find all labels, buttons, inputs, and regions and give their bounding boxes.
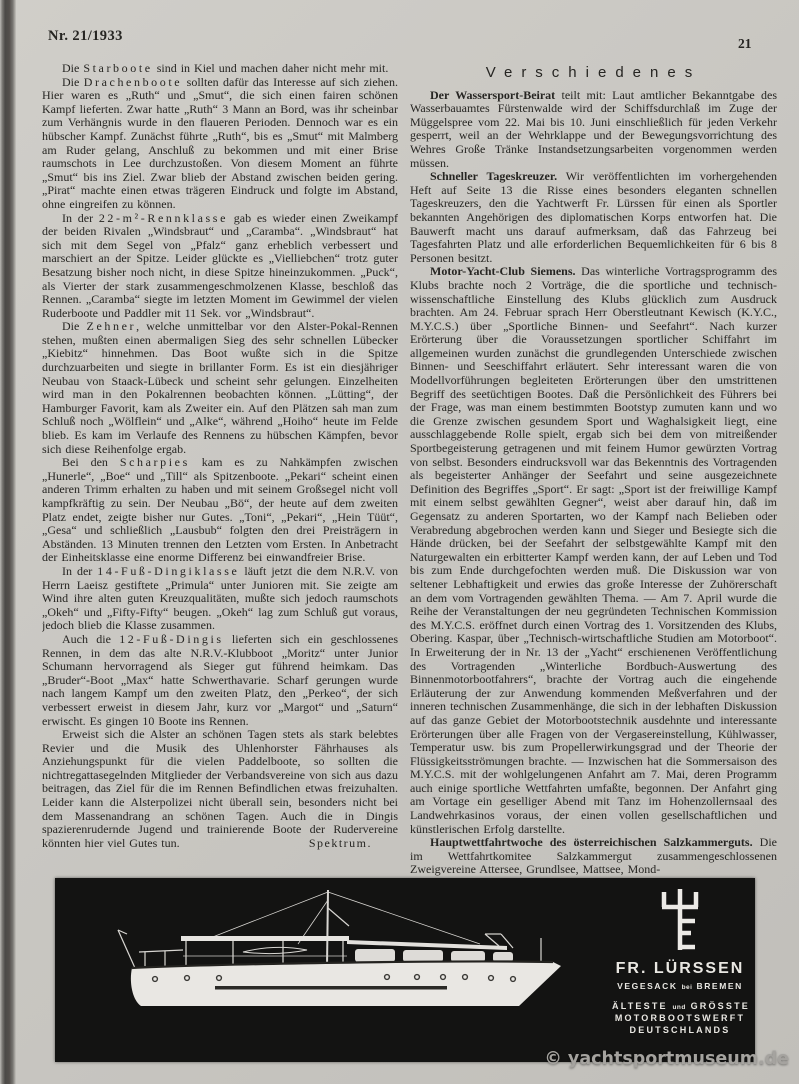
paragraph [410,170,777,265]
paragraph [410,89,777,171]
luerssen-advertisement [55,878,755,1062]
page-number: 21 [738,36,752,51]
paragraph-text: 22-m²-Rennklasse [98,210,228,225]
section-heading-verschiedenes: Verschiedenes [485,66,702,81]
watermark: © yachtsportmuseum.de [544,1049,789,1069]
paragraph-text: Wir veröffentlichten im vorhergehenden Heft auf Seite 13 die Risse eines besonders eleganten schnellen Tageskreuzers, den die Yachtwerft Fr. Lürssen für einen als Sportler bekannten Angehörigen des diplomatischen Korps entworfen hat. Die Bauwerft macht uns darauf aufmerksam, daß das Fahrzeug bei Tagesfahrten Platz und alle erforderlichen Bequemlichkeiten für 6 bis 8 Personen besitzt. [410,169,777,265]
paragraph-text: teilt mit: Laut amtlicher Bekanntgabe des Wasserbauamtes Fürstenwalde wird der Schiffsdurchlaß im Zuge der Müggelspree vom 22. Mai bis 10. Juni einschließlich für jeden Verkehr gesperrt, weil an der Wehrklappe und der Bewegungsvorrichtung des Wehres Große Tränke Instandsetzungsarbeiten vorgenommen werden müssen. [410,87,777,170]
location-city: VEGESACK [617,981,678,991]
author-signature: Spektrum. [308,835,372,850]
paragraph-text: Drachenboote [83,74,183,89]
paragraph-text: Die [62,62,84,75]
paragraph [42,62,398,76]
tagline-word: ÄLTESTE [612,1001,668,1011]
advertiser-block [612,888,748,1035]
paragraph-text: Auch die [62,631,120,646]
paragraph-text: sollten dafür das Interesse auf sich ziehen. Hier waren es „Ruth“ und „Smut“, die sich einen fairen schönen Kampf lieferten. Zwar hatte „Ruth“ 3 Mann an Bord, was ihr scheinbar zum Verhängnis wurde in den flaueren Perioden. Dennoch war es ein hübscher Kampf. Zunächst führte „Ruth“, bis es „Smut“ mit Malmberg am Ruder gelang, Anschluß zu bekommen und mit einer Brise raumschots in Lee durchzustoßen. Von diesem Moment an führte „Smut“ bis ins Ziel. Zwar blieb der Abstand zwischen beiden gering. „Pirat“ machte einen etwas trägeren Eindruck und folgte im Abstand, ohne eingreifen zu können. [42,74,398,211]
scan-edge-shadow [0,0,16,1084]
paragraph-text: sind in Kiel und machen daher nicht mehr mit. [152,62,389,75]
paragraph-text: Die [62,74,84,89]
paragraph-text: kam es zu Nahkämpfen zwischen „Hunerle“, „Boe“ und „Till“ als Spitzenboote. „Pekari“ scheint einen anderen Trimm erhalten zu haben und mit seinem Großsegel nicht voll kampfkräftig zu sein. Der Neubau „Bö“, der heute auf dem zweiten Platz endet, zeigte bisher nur Gutes. „Toni“, „Pekari“, „Hein Tüüt“, „Gesa“ und schließlich „Lausbub“ folgten den drei Preisträgern in Abständen. 13 Minuten trennen den Letzten vom Ersten. In Anbetracht der Einheitsklasse eine enorme Differenz bei einwandfreier Brise. [42,455,398,565]
paragraph-lead-in: Hauptwettfahrtwoche des österreichischen Salzkammerguts. [430,835,753,850]
luerssen-trident-logo-icon [657,888,703,952]
paragraph-text: Starboote [83,62,153,75]
paragraph-text: Die im Wettfahrtkomitee Salzkammergut zusammengeschlossenen Zweigvereine Attersee, Grundlsee, Mattsee, Mond- [410,835,777,876]
location-connector: bei [681,984,693,991]
paragraph [42,76,398,212]
paragraph [410,836,777,876]
paragraph [42,565,398,633]
paragraph [42,320,398,456]
paragraph-text: In der [62,563,98,578]
paragraph-text: In der [62,210,99,225]
motor-yacht-illustration [55,878,615,1062]
paragraph-lead-in: Der Wassersport-Beirat [430,87,556,102]
paragraph-text: Scharpies [119,455,190,470]
paragraph [410,265,777,836]
paragraph-text: Die [62,319,87,334]
paragraph-text: 12-Fuß-Dingis [119,631,224,646]
left-column [42,62,398,876]
paragraph-text: 14-Fuß-Dingiklasse [97,563,240,578]
paragraph-lead-in: Motor-Yacht-Club Siemens. [430,264,576,279]
brand-name: FR. LÜRSSEN [615,960,745,977]
tagline-line-2: MOTORBOOTSWERFT [614,1013,746,1023]
paragraph-text: läuft jetzt die dem N.R.V. von Herrn Laeisz gestiftete „Primula“ unter Junioren mit. Sie zeigte am Wind ihre alten guten Kreuzqualitäten, mußte sich jedoch raumschots „Okeh“ und „Fifty-Fifty“ beugen. „Okeh“ lag zum Schluß gut voraus, jedoch blieb die Klasse zusammen. [42,563,398,633]
paragraph-text: gab es wieder einen Zweikampf der beiden Rivalen „Windsbraut“ und „Caramba“. „Windsbraut“ hat sich mit dem Segel von „Pfalz“ ganz erheblich verbessert und marschiert an der Spitze. Leider glückte es „Vielliebchen“ trotz guter Besatzung bisher noch nicht, in diese Spitze hineinzukommen. „Puck“, als Vierter der stark zusammengeschmolzenen Klasse, beschloß das Rennen. „Caramba“ siegte im letzten Moment im Gewimmel der vielen Ruderboote und Paddler mit 11 Sek. vor „Windsbraut“. [42,210,398,320]
paragraph-text: Erweist sich die Alster an schönen Tagen stets als stark belebtes Revier und die Musik des Uhlenhorster Fährhauses als Anziehungspunkt für die vielen Paddelboote, so sollten die nichtregattasegelnden Mitglieder der Verbandsvereine von sich aus dazu beitragen, das Ziel für die im Rennen Befindlichen etwas freizuhalten. Leider kann die Alsterpolizei nicht überall sein, besonders nicht bei dem Massenandrang an schönen Tagen. Auch die in Dingis spazierenrudernde Jugend und trainierende Boote der Rudervereine könnten hier viel Gutes tun. [42,727,398,850]
right-column [410,66,777,876]
paragraph-text: lieferten sich ein geschlossenes Rennen, in dem das alte N.R.V.-Klubboot „Moritz“ unter Junior Schumann hervorragend als Sieger gut führend heimkam. Das „Bruder“-Boot „Max“ hatte Schwerthavarie. Scharf gerungen wurde nach langem Kampf um den zweiten Platz, den „Perkeo“, der sich verbessert erweist in diesem Jahr, kurz vor „Margot“ und „Saturn“ erwischt. Es gingen 10 Boote ins Rennen. [42,631,398,728]
paragraph [42,212,398,321]
tagline-connector: und [672,1004,686,1011]
issue-number: Nr. 21/1933 [48,28,123,44]
paragraph-lead-in: Schneller Tageskreuzer. [430,169,558,184]
tagline-line-1 [612,1001,748,1011]
paragraph-text: Das winterliche Vortragsprogramm des Klubs brachte noch 2 Vorträge, die die sportliche und technisch-wissenschaftliche Einstellung des Klubs glücklich zum Ausdruck brachten. Am 24. Februar sprach Herr Oberstleutnant Kewisch (K.Y.C., M.Y.C.S.) über „Sportliche Binnen- und Seefahrt“. Nach kurzer Erörterung über die Voraussetzungen sportlicher Schiffahrt im allgemeinen wurden zunächst die grundlegenden Unterschiede zwischen Binnen- und Seeschiffahrt erläutert. Sehr interessant waren die von Modellvorführungen begleiteten Erörterungen über den umstrittenen Begriff des seetüchtigen Bootes. Daß die Persönlichkeit des Führers bei der Frage, was man einem bestimmten Bootstyp zumuten kann und wo die Grenze zwischen gesundem Sport und Waghalsigkeit liegt, eine ausschlaggebende Rolle spielt, ergab sich bei dem von mitreißender Sportbegeisterung getragenen und mit feinem Humor gewürzten Vortrag von selbst. Besonders eindrucksvoll war das Bekenntnis des Vortragenden als begeisterter Anhänger der Seefahrt und seine ausgezeichnete Definition des Begriffes „Sport“. Er sagt: „Sport ist der freiwillige Kampf mit einem selbst gewählten Gegner“, weist aber darauf hin, daß im Gegensatz zu anderen Sportarten, wo der Kampf nach Belieben oder Verabredung abgebrochen werden kann und Sieger und Besiegte sich die Hände drücken, bei der Seefahrt der selbstgewählte Kampf mit den Naturgewalten ein erbitterter Kampf werden kann, der auf Leben und Tod bis zum Ende durchgefochten werden muß. Die Diskussion war von seltener Lebhaftigkeit und erwies das große Interesse der Zuhörerschaft an dem vom Vortragenden gewählten Thema. — Am 7. April wurde die Reihe der Veranstaltungen der neu gegründeten Technischen Kommission des M.Y.C.S. eröffnet durch einen Vortrag des 1. Vorsitzenden des Klubs, Obering. Kaspar, über „Technisch-wirtschaftliche Studien am Motorboot“. In Erweiterung der in Nr. 13 der „Yacht“ erschienenen Veröffentlichung des Vortragenden „Winterliche Bordbuch-Auswertung des Binnenmotorbootfahrers“, brachte der Vortrag auch die eingehende Erläuterung der zur Anwendung kommenden Meßverfahren und der inneren technischen Zusammenhänge, die sich in der lebhaften Diskussion auf das ganze Gebiet der Motorbootstechnik ausdehnte und interessante Erörterungen über alle Fragen von der Vergasereinstellung, Kühlwasser, Temperatur usw. bis zum Propellerwirkungsgrad und der Theorie der Flüssigkeitsströmungen brachte. — Inzwischen hat die Sommersaison des M.Y.C.S. mit der wohlgelungenen Anfahrt am 7. Mai, deren Programm auch einige sportliche Wettfahrten umfaßte, begonnen. Der Anfahrt ging am Vortage ein geselliger Abend mit Tanz im Hohenzollernsaal des Landwehrkasinos voraus, der einen vollen gesellschaftlichen und künstlerischen Erfolg darstellte. [410,264,777,836]
tagline-word: GRÖSSTE [690,1001,750,1011]
paragraph-text: Zehner [86,319,137,334]
paragraph-text: Bei den [62,455,120,470]
paragraph [42,633,398,728]
paragraph [42,728,398,850]
tagline-line-3: DEUTSCHLANDS [629,1025,731,1035]
brand-location [612,981,748,991]
paragraph-text: , welche unmittelbar vor den Alster-Pokal-Rennen stehen, mußten einen abermaligen Sieg des sehr schnellen Lübecker „Kiebitz“ hinnehmen. Das Boot wußte sich in die Spitze durchzuarbeiten und siegte in brillanter Form. Es ist ein diesjähriger Neubau von Staack-Lübeck und scheint sehr gelungen. Einzelheiten wird man in den Pokalrennen beobachten können. „Lütting“, der Hamburger Favorit, kam als Zweiter ein. Auf den Plätzen sah man zum Schluß noch „Wölflein“ und „Alke“, während „Hoiho“ heute im Felde blieb. Es kam im Verlaufe des Rennens zu hübschen Kämpfen, bevor sich diese Reihenfolge ergab. [42,319,398,456]
location-region: BREMEN [696,981,743,991]
paragraph [42,456,398,565]
